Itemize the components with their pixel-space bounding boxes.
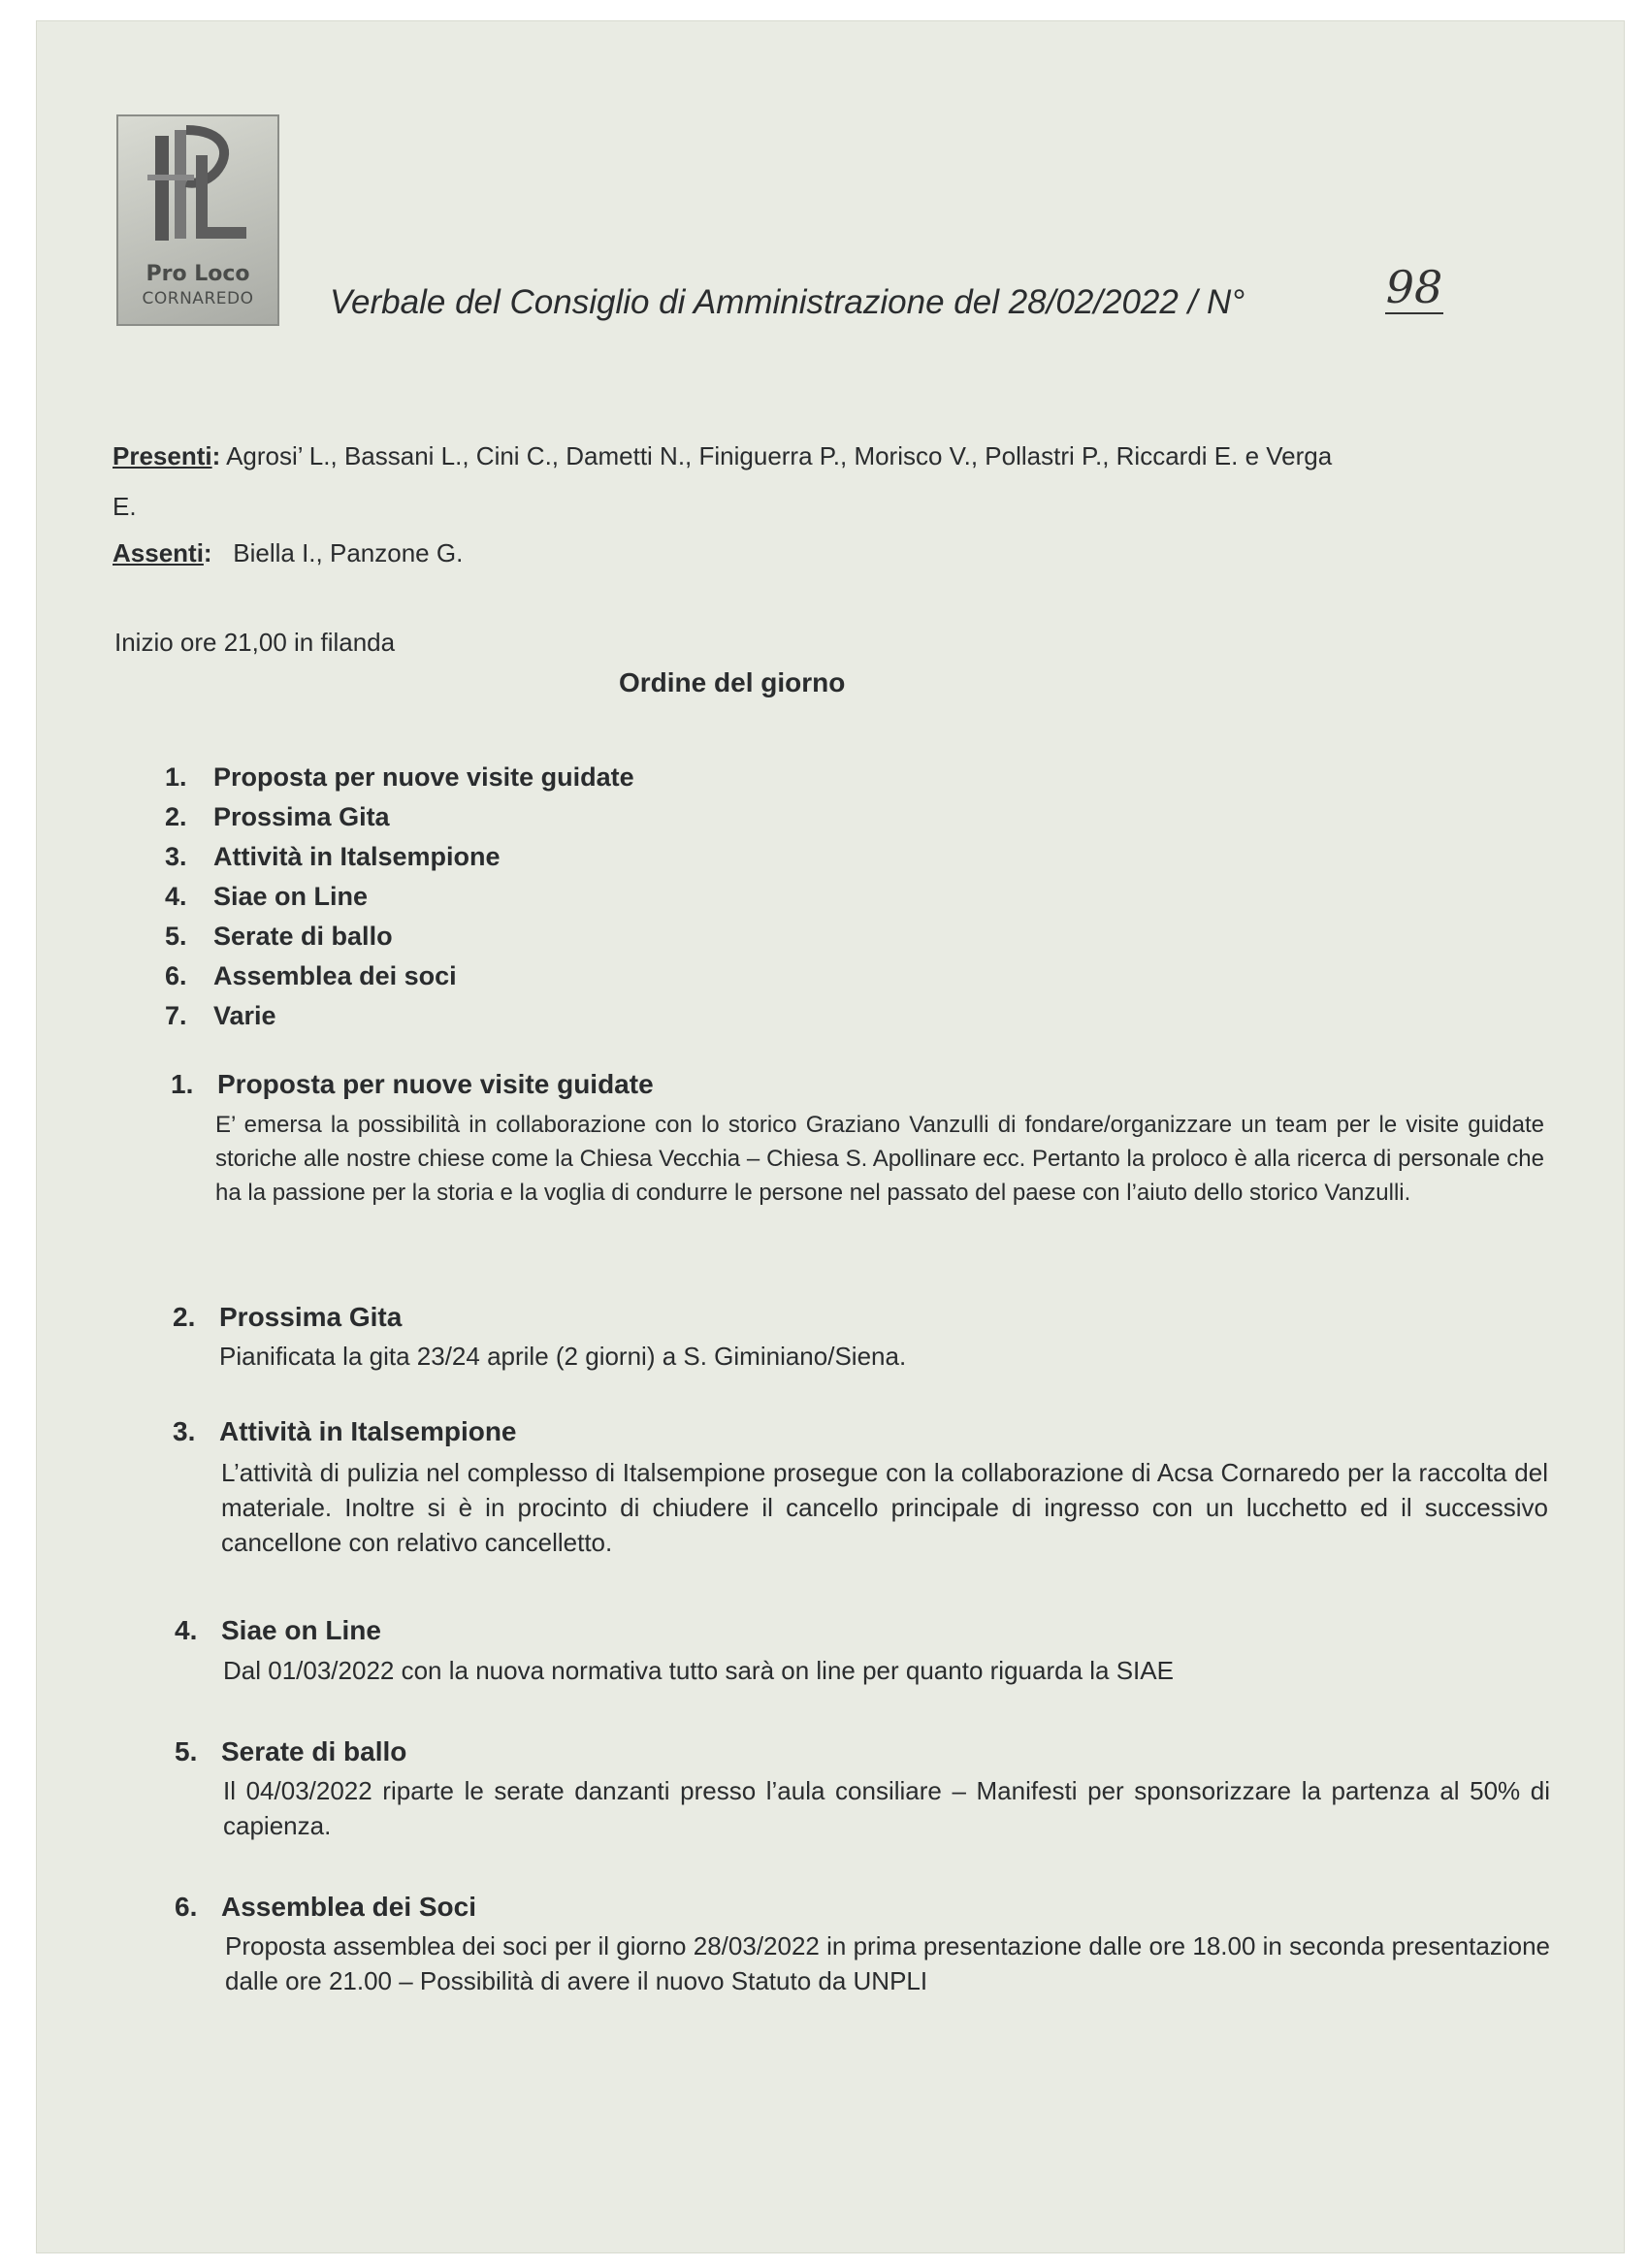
- agenda-item-label: Attività in Italsempione: [213, 842, 501, 871]
- agenda-item-number: 6.: [165, 961, 187, 990]
- agenda-item: [165, 802, 390, 832]
- agenda-item-label: Prossima Gita: [213, 802, 390, 831]
- agenda-item: [165, 842, 501, 872]
- section-number: 6.: [175, 1892, 198, 1922]
- section-body: Il 04/03/2022 riparte le serate danzanti presso l’aula consiliare – Manifesti per sponsorizzare la partenza al 50% di capienza.: [223, 1776, 1550, 1840]
- section-body: L’attività di pulizia nel complesso di Italsempione prosegue con la collaborazione di Acsa Cornaredo per la raccolta del materiale. Inoltre si è in procinto di chiudere il cancello principale di ingresso con un lucchetto ed il successivo cancellone con relativo cancelletto.: [221, 1458, 1548, 1557]
- section-number: 3.: [173, 1416, 196, 1446]
- section-title: Assemblea dei Soci: [221, 1892, 477, 1922]
- agenda-item: [165, 882, 368, 912]
- section-number: 2.: [173, 1302, 196, 1332]
- section-heading: [175, 1615, 381, 1646]
- section-title: Proposta per nuove visite guidate: [217, 1069, 654, 1099]
- presenti-line: Presenti: Agrosi’ L., Bassani L., Cini C., Dametti N., Finiguerra P., Morisco V., Pollastri P., Riccardi E. e Verga: [113, 441, 1333, 470]
- section-body: Dal 01/03/2022 con la nuova normativa tutto sarà on line per quanto riguarda la SIAE: [223, 1656, 1174, 1685]
- section-body: Pianificata la gita 23/24 aprile (2 giorni) a S. Giminiano/Siena.: [219, 1342, 907, 1371]
- agenda-item-number: 2.: [165, 802, 187, 831]
- section-number: 5.: [175, 1736, 198, 1766]
- section-title: Attività in Italsempione: [219, 1416, 517, 1446]
- section-heading: [175, 1736, 406, 1767]
- agenda-heading: Ordine del giorno: [619, 667, 846, 697]
- agenda-item-number: 5.: [165, 922, 187, 951]
- section-title: Prossima Gita: [219, 1302, 403, 1332]
- agenda-item: [165, 1001, 276, 1031]
- section-number: 1.: [171, 1069, 194, 1099]
- agenda-item-label: Proposta per nuove visite guidate: [213, 762, 634, 792]
- start-time: Inizio ore 21,00 in filanda: [114, 628, 396, 657]
- pro-loco-logo: [116, 114, 279, 326]
- agenda-item: [165, 922, 393, 952]
- agenda-item-label: Assemblea dei soci: [213, 961, 457, 990]
- agenda-item-label: Varie: [213, 1001, 276, 1030]
- presenti-label: Presenti: [113, 441, 212, 470]
- agenda-item-number: 1.: [165, 762, 187, 792]
- assenti-names: Biella I., Panzone G.: [233, 538, 464, 567]
- document-title: Verbale del Consiglio di Amministrazione del 28/02/2022 / N°: [330, 283, 1245, 321]
- section-body: E’ emersa la possibilità in collaborazione con lo storico Graziano Vanzulli di fondare/organizzare un team per le visite guidate storiche alle nostre chiese come la Chiesa Vecchia – Chiesa S. Apollinare ecc. Pertanto la proloco è alla ricerca di personale che ha la passione per la storia e la voglia di condurre le persone nel passato del paese con l’aiuto dello storico Vanzulli.: [215, 1112, 1544, 1206]
- logo-line-2: CORNAREDO: [142, 289, 254, 308]
- minutes-number: 98: [1385, 261, 1443, 313]
- section-body: Proposta assemblea dei soci per il giorno 28/03/2022 in prima presentazione dalle ore 18.00 in seconda presentazione dalle ore 21.00 – Possibilità di avere il nuovo Statuto da UNPLI: [225, 1931, 1550, 1995]
- agenda-item: [165, 762, 634, 793]
- section-number: 4.: [175, 1615, 198, 1645]
- section-title: Serate di ballo: [221, 1736, 407, 1766]
- assenti-label: Assenti: [113, 538, 204, 567]
- agenda-item-number: 7.: [165, 1001, 187, 1030]
- section-heading: [173, 1416, 517, 1447]
- presenti-names: Agrosi’ L., Bassani L., Cini C., Dametti N., Finiguerra P., Morisco V., Pollastri P., Riccardi E. e Verga: [226, 441, 1333, 470]
- section-heading: [175, 1892, 476, 1923]
- presenti-continuation: E.: [113, 492, 137, 521]
- assenti-line: Assenti: Biella I., Panzone G.: [113, 538, 464, 567]
- agenda-item-label: Serate di ballo: [213, 922, 393, 951]
- agenda-item-number: 3.: [165, 842, 187, 871]
- section-heading: [173, 1302, 402, 1333]
- agenda-item-number: 4.: [165, 882, 187, 911]
- section-heading: [171, 1069, 654, 1100]
- logo-line-1: Pro Loco: [146, 262, 250, 286]
- agenda-item: [165, 961, 457, 991]
- section-title: Siae on Line: [221, 1615, 381, 1645]
- agenda-item-label: Siae on Line: [213, 882, 369, 911]
